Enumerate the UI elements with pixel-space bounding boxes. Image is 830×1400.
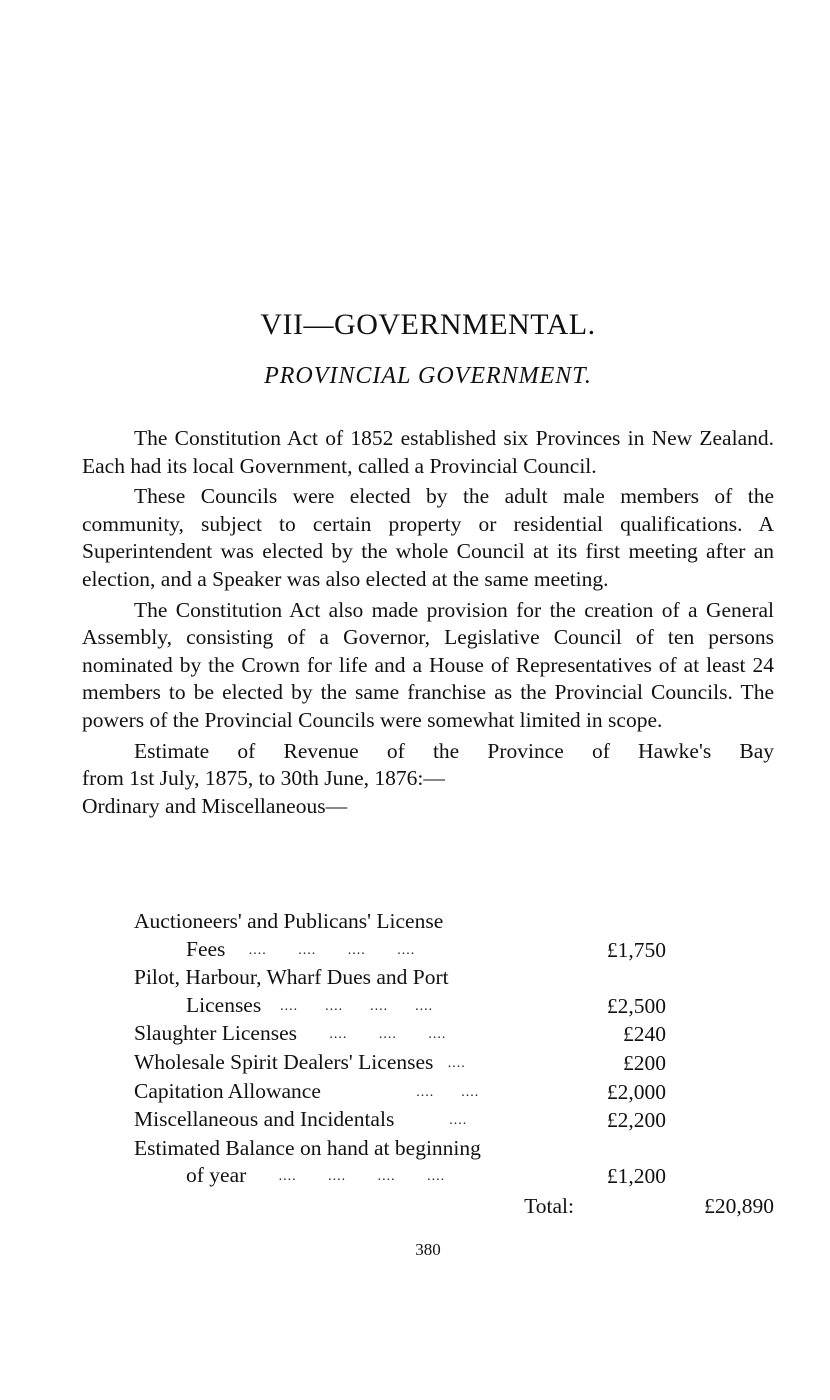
revenue-item: [134, 964, 774, 1020]
paragraph: These Councils were elected by the adult male members of the community, subject to certain property or residential qualifications. A Superintendent was elected by the whole Council at its first meeting after an election, and a Speaker was also elected at the same meeting.: [82, 484, 774, 591]
revenue-item: [134, 1135, 774, 1191]
revenue-item-label: Auctioneers' and Publicans' License: [134, 909, 444, 933]
revenue-item-amount: £240: [623, 1022, 666, 1047]
revenue-table: [82, 908, 774, 1225]
revenue-item: [134, 908, 774, 964]
revenue-item-label: Miscellaneous and Incidentals: [134, 1107, 395, 1132]
revenue-item-amount: £2,200: [606, 1108, 666, 1133]
chapter-title: VII—GOVERNMENTAL.: [260, 308, 596, 341]
revenue-item-label: Pilot, Harbour, Wharf Dues and Port: [134, 965, 449, 990]
revenue-item-label-cont: [134, 992, 626, 1021]
revenue-item-label-cont: [134, 936, 626, 965]
leader-dots: .... .... ....: [302, 1027, 447, 1043]
revenue-item-label: Fees: [186, 936, 226, 961]
revenue-item-amount: £2,000: [606, 1079, 666, 1104]
revenue-item-label-line: [134, 1020, 574, 1049]
revenue-item: [134, 1020, 774, 1049]
total-amount: £20,890: [704, 1193, 774, 1218]
section-title: PROVINCIAL GOVERNMENT.: [264, 363, 592, 389]
revenue-item-label-line: [134, 1049, 574, 1078]
leader-dots: ....: [438, 1055, 466, 1071]
estimate-intro-line: Estimate of Revenue of the Province of Hawke's Bay: [134, 738, 774, 763]
revenue-item-amount: £1,750: [606, 937, 666, 962]
revenue-item-label-cont: [134, 1162, 626, 1191]
revenue-item-label-line: [134, 1078, 574, 1107]
leader-dots: ....: [399, 1113, 468, 1129]
leader-dots: .... ....: [326, 1084, 480, 1100]
revenue-item-label: of year: [186, 1163, 247, 1188]
revenue-item-amount: £1,200: [606, 1164, 666, 1189]
revenue-item: [134, 1106, 774, 1135]
estimate-category: Ordinary and Miscellaneous—: [82, 793, 348, 818]
estimate-intro: [82, 738, 774, 821]
revenue-item-label: Slaughter Licenses: [134, 1021, 297, 1046]
revenue-item-label: Wholesale Spirit Dealers' Licenses: [134, 1049, 434, 1074]
revenue-item-label: Estimated Balance on hand at beginning: [134, 1135, 481, 1160]
revenue-item-amount: £200: [623, 1050, 666, 1075]
paragraph: The Constitution Act also made provision for the creation of a General Assembly, consisting of a Governor, Legislative Council of ten persons nominated by the Crown for life and a House of Representatives of at least 24 members to be elected by the same franchise as the Provincial Councils. The powers of the Provincial Councils were somewhat limited in scope.: [82, 597, 774, 732]
leader-dots: .... .... .... ....: [230, 942, 416, 958]
revenue-item-amount: £2,500: [606, 993, 666, 1018]
book-page: [82, 0, 774, 1400]
revenue-item-label: Capitation Allowance: [134, 1078, 321, 1103]
revenue-item-label-line: [134, 1106, 574, 1135]
leader-dots: .... .... .... ....: [251, 1169, 446, 1185]
total-label: Total:: [524, 1193, 574, 1218]
total-row: [82, 1193, 774, 1225]
leader-dots: .... .... .... ....: [266, 998, 434, 1014]
revenue-item-label: Licenses: [186, 992, 262, 1017]
revenue-item: [134, 1078, 774, 1107]
page-number: 380: [415, 1240, 441, 1259]
estimate-intro-line: from 1st July, 1875, to 30th June, 1876:—: [82, 766, 445, 791]
revenue-item: [134, 1049, 774, 1078]
body-text: [82, 425, 774, 820]
paragraph: The Constitution Act of 1852 established six Provinces in New Zealand. Each had its local Government, called a Provincial Council.: [82, 426, 774, 478]
